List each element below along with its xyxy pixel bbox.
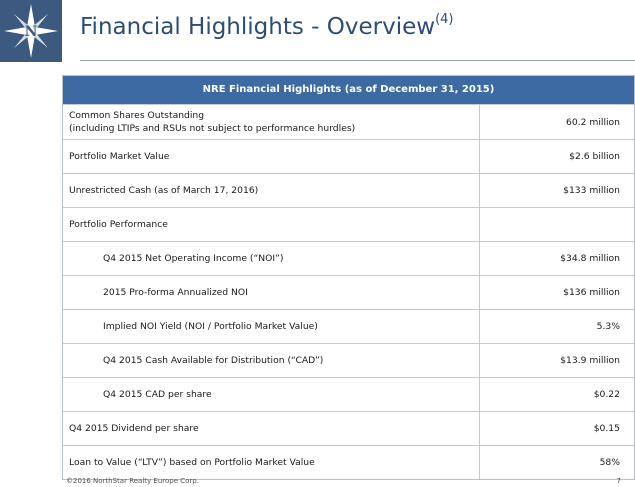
table-row: [63, 343, 634, 377]
northstar-compass-icon: [0, 0, 62, 62]
row-value: [480, 208, 634, 241]
table-row: [63, 309, 634, 343]
table-row: [63, 445, 634, 479]
table-row: [63, 377, 634, 411]
row-label: Q4 2015 CAD per share: [63, 378, 480, 411]
row-label: Q4 2015 Dividend per share: [63, 412, 480, 445]
row-label: Q4 2015 Cash Available for Distribution (“CAD”): [63, 344, 480, 377]
row-sublabel-text: (including LTIPs and RSUs not subject to performance hurdles): [69, 123, 356, 134]
row-label: Q4 2015 Net Operating Income (“NOI”): [63, 242, 480, 275]
highlights-table: [62, 75, 635, 480]
row-label: Portfolio Market Value: [63, 140, 480, 173]
svg-text:N: N: [24, 24, 38, 40]
copyright-footer: ©2016 NorthStar Realty Europe Corp.: [66, 477, 199, 485]
page-number: 7: [616, 477, 621, 485]
table-row: [63, 173, 634, 207]
northstar-logo: [0, 0, 62, 62]
table-row: [63, 139, 634, 173]
row-value: $136 million: [563, 287, 620, 298]
title-divider: [80, 60, 635, 61]
row-value: $133 million: [563, 185, 620, 196]
table-row: [63, 275, 634, 309]
page-title: Financial Highlights - Overview$^{(4)}$: [80, 12, 454, 40]
table-row: [63, 241, 634, 275]
table-heading: NRE Financial Highlights (as of December 31, 2015): [63, 76, 634, 104]
row-value: 5.3%: [596, 321, 620, 332]
row-value: $2.6 billion: [569, 151, 620, 162]
table-row: [63, 207, 634, 241]
row-value: $0.22: [593, 389, 620, 400]
row-value: 58%: [599, 457, 620, 468]
row-value: $34.8 million: [560, 253, 620, 264]
row-value: $0.15: [593, 423, 620, 434]
row-label-text: Common Shares Outstanding: [69, 110, 205, 121]
row-label: [63, 105, 480, 139]
row-label: Implied NOI Yield (NOI / Portfolio Market Value): [63, 310, 480, 343]
row-label: Loan to Value (“LTV”) based on Portfolio Market Value: [63, 446, 480, 479]
row-value: $13.9 million: [560, 355, 620, 366]
table-row: [63, 104, 634, 139]
row-value: 60.2 million: [566, 116, 620, 128]
row-label: Portfolio Performance: [63, 208, 480, 241]
row-label: Unrestricted Cash (as of March 17, 2016): [63, 174, 480, 207]
table-row: [63, 411, 634, 445]
title-footnote: (4): [435, 12, 454, 28]
row-label: 2015 Pro-forma Annualized NOI: [63, 276, 480, 309]
